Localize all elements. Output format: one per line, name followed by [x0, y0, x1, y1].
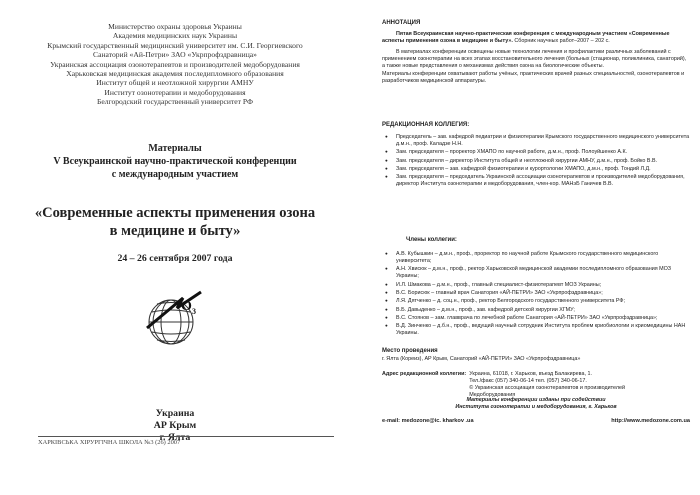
venue-heading: Место проведения: [382, 348, 438, 354]
annotation-bold: Пятая Всеукраинская научно-практическая конференция с международным участием «Современные аспекты применения озона в медицине и быту».: [382, 30, 670, 45]
institution-line: Украинская ассоциация озонотерапевтов и производителей медоборудования: [50, 59, 300, 69]
journal-footer: ХАРКІВСЬКА ХІРУРГІЧНА ШКОЛА №3 (26) 2007: [38, 439, 181, 446]
place-city: г. Ялта: [159, 431, 191, 443]
institution-line: Крымский государственный медицинский университет им. С.И. Георгиевского: [47, 40, 303, 50]
institution-line: Министерство охраны здоровья Украины: [108, 22, 242, 31]
logo-letter: O: [181, 299, 192, 314]
address-line: Украина, 61018, г. Харьков, въезд Балакирева, 1.: [469, 371, 592, 377]
conference-heading: [0, 142, 350, 181]
list-item: ● А.Н. Хвисюк – д.м.н., проф., ректор Харьковской медицинской академии последипломного образования МОЗ Украины;: [396, 266, 690, 280]
logo-subscript: 3: [192, 307, 196, 316]
institutions-list: [0, 22, 350, 107]
list-item: ● Зам. председателя – директор Института общей и неотложной хирургии АМНУ, д.м.н., проф. Бойко В.В.: [396, 158, 690, 165]
international-label: с международным участием: [111, 169, 239, 180]
title-line: в медицине и быту»: [109, 222, 241, 239]
editorial-section: [382, 122, 690, 190]
editorial-list: [382, 134, 690, 189]
members-section: [382, 237, 690, 339]
list-item: ● Зам. председателя – председатель Украинской ассоциации озонотерапевтов и производителей медоборудования, директор Института озонотерапии и медоборудования, член-кор. МАНэБ Ганичев В.В.: [396, 174, 690, 188]
annotation-section: [382, 20, 690, 85]
email-link[interactable]: e-mail: medozone@ic. kharkov .ua: [382, 418, 474, 424]
address-line: © Украинская ассоциация озонотерапевтов и производителей: [469, 385, 626, 392]
list-item: ● А.В. Кубышкин – д.м.н., проф., проректор по научной работе Крымского государственного медицинского университета;: [396, 251, 690, 265]
list-item: ● В.С. Борисюк – главный врач Санатория «АЙ-ПЕТРИ» ЗАО «Укрпрофздравница»;: [396, 290, 690, 297]
address-line: Медоборудования: [469, 392, 516, 399]
conference-dates: 24 – 26 сентября 2007 года: [117, 253, 233, 264]
annotation-paragraph-3: Материалы конференции охватывают работы учёных, практических врачей разных специальностей, озонотерапевтов и разработчиков медицинской аппаратуры.: [382, 70, 685, 84]
institution-line: Белгородский государственный университет РФ: [97, 97, 253, 107]
list-item: ● В.Б. Давыденко – д.м.н., проф., зав. кафедрой детской хирургии ХГМУ;: [396, 307, 690, 314]
institution-line: Харьковская медицинская академия последипломного образования: [66, 69, 284, 79]
published-note: [382, 397, 690, 411]
contacts-row: [382, 418, 690, 425]
website-link[interactable]: http://www.medozone.com.ua: [611, 418, 690, 424]
list-item: ● Зам. председателя – проректор ХМАПО по научной работе, д.м.н., проф. Полоуйшенко А.К.: [396, 149, 690, 156]
editorial-heading: РЕДАКЦИОННАЯ КОЛЛЕГИЯ:: [382, 122, 470, 128]
materials-label: Материалы: [148, 143, 202, 154]
list-item: ● Л.Я. Дятченко – д. соц.н., проф., ректор Белгородского государственного университета РФ;: [396, 298, 690, 305]
institution-line: Институт озонотерапии и медоборудования: [104, 87, 246, 97]
institution-line: Институт общей и неотложной хирургии АМНУ: [96, 78, 254, 88]
institution-line: Академия медицинских наук Украины: [112, 31, 238, 41]
footer-divider: [38, 436, 334, 437]
institution-line: Санаторий «Ай-Петри» ЗАО «Укрпрофздравница»: [93, 50, 257, 60]
members-heading: Члены коллегии:: [406, 237, 457, 243]
annotation-rest: Сборник научных работ–2007 – 202 с.: [512, 38, 610, 45]
address-lines: [469, 371, 625, 400]
list-item: ● Председатель – зав. кафедрой педиатрии и физиотерапии Крымского государственного медицинского университета д.м.н., проф. Каладзе Н.Н.: [396, 134, 690, 148]
members-list: [382, 251, 690, 338]
right-page: [350, 0, 700, 495]
published-line: Материалы конференции изданы при содействии: [466, 397, 606, 403]
list-item: ● В.С. Стоянов – зам. главврача по лечебной работе Санатория «АЙ-ПЕТРИ» ЗАО «Укрпрофздравница»;: [396, 315, 690, 322]
place-country: Украина: [155, 408, 195, 419]
published-line: Института озонотерапии и медоборудования, г. Харьков: [455, 404, 617, 411]
address-line: Тел./факс (057) 340-06-14 тел. (057) 340-06-17.: [469, 378, 587, 385]
venue-section: [382, 348, 690, 363]
annotation-paragraph: [382, 31, 690, 45]
list-item: ● И.Л. Шмакова – д.м.н., проф., главный специалист-физиотерапевт МОЗ Украины;: [396, 282, 690, 289]
address-section: [382, 371, 690, 400]
annotation-heading: АННОТАЦИЯ: [382, 20, 421, 26]
conference-title: [0, 205, 350, 240]
title-line: «Современные аспекты применения озона: [34, 205, 316, 221]
list-item: ● В.Д. Зинченко – д.б.н., проф., ведущий научный сотрудник Института проблем криобиологии и криомедицины НАН Украины.: [396, 323, 690, 337]
annotation-paragraph-2: В материалах конференции освещены новые технологии лечения и профилактики различных заболеваний с применением озонотерапии на всех этапах восстановительного лечения (больных (стационар, поликлиника, санаторий), а также новые представления о механизмах действия озона на биологические объекты.: [382, 49, 687, 70]
address-block: [382, 371, 690, 400]
conference-place: [0, 408, 350, 443]
venue-text: г. Ялта (Кореиз), АР Крым, Санаторий «АЙ-ПЕТРИ» ЗАО «Укрпрофздравница»: [382, 355, 581, 362]
conference-label: V Всеукраинской научно-практической конференции: [53, 156, 297, 167]
ozone-globe-logo: [143, 278, 207, 350]
place-region: АР Крым: [153, 419, 197, 431]
globe-icon: [143, 278, 207, 350]
address-label: Адрес редакционной коллегии:: [382, 371, 467, 377]
list-item: ● Зам. председателя – зав. кафедрой физиотерапии и курортологии ХМАПО, д.м.н., проф. Тондий Л.Д.: [396, 166, 690, 173]
